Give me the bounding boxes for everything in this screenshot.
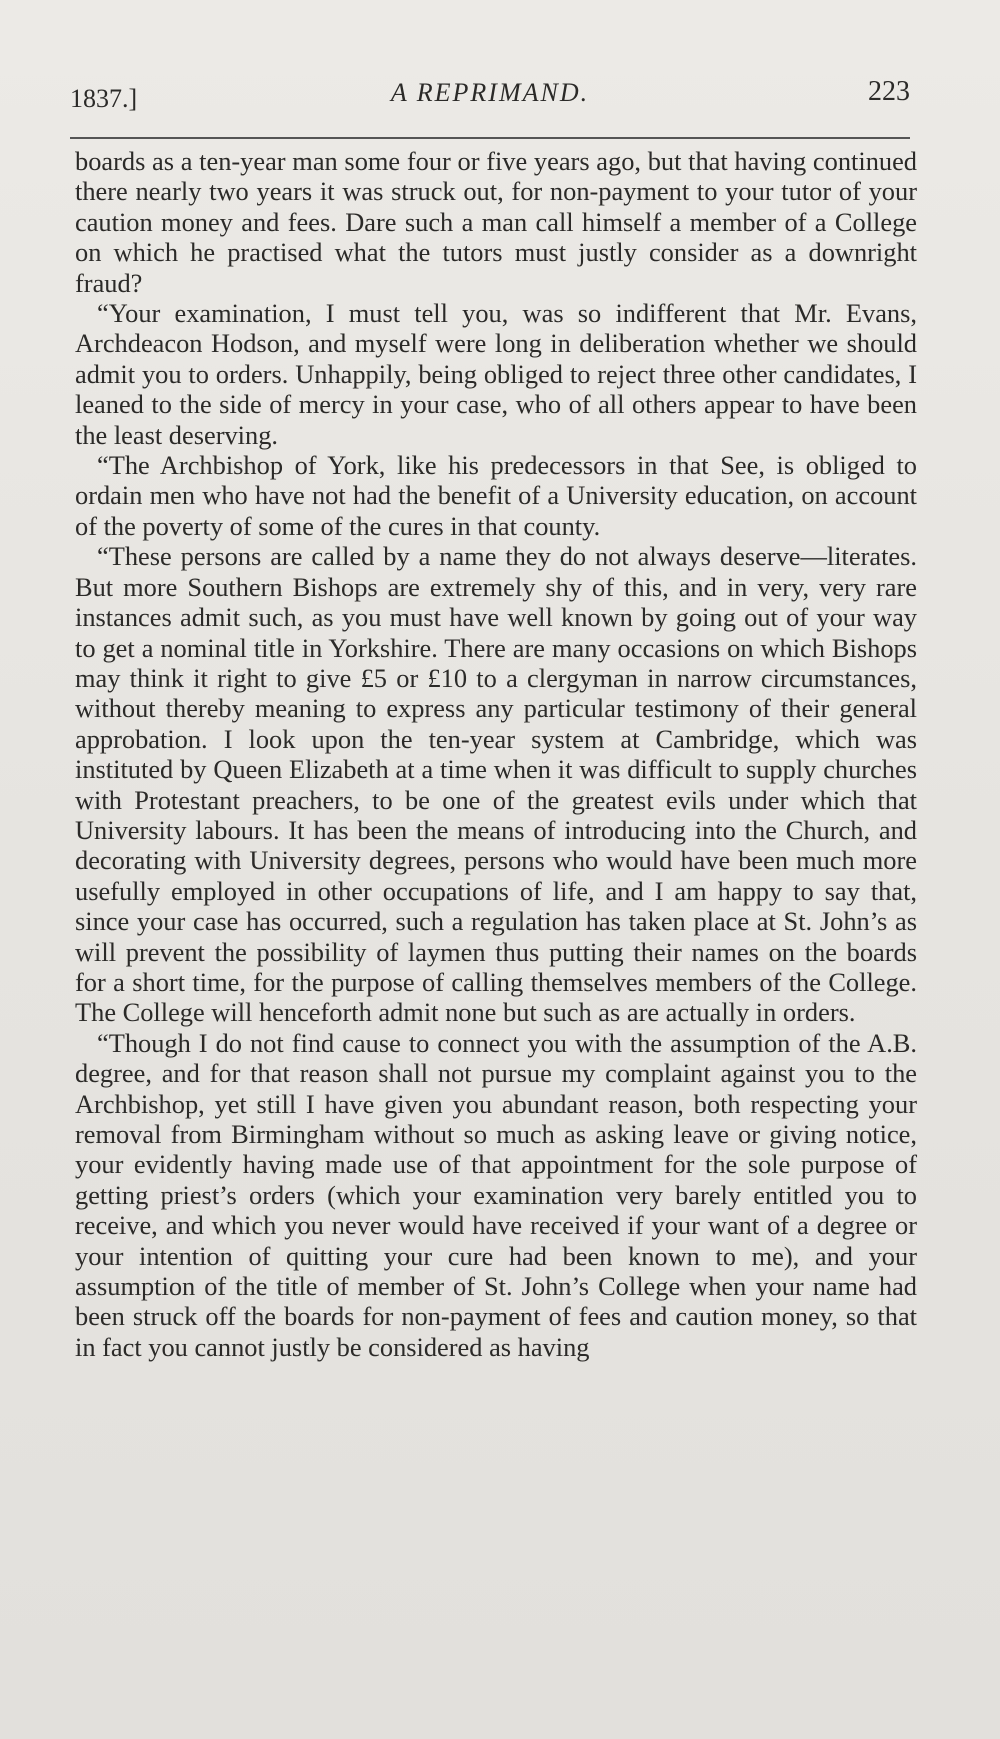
paragraph-complaint: “Though I do not find cause to connect you with the assumption of the A.B. degree, and for that reason shall not pursue my complaint against you to the Archbishop, yet still I have given you abundant reason, both respecting your removal from Birmingham without so much as asking leave or giving notice, your evidently having made use of that appointment for the sole purpose of getting priest’s orders (which your examination very barely entitled you to receive, and which you never would have received if your want of a degree or your intention of quitting your cure had been known to me), and your assumption of the title of member of St. John’s College when your name had been struck off the boards for non-payment of fees and caution money, so that in fact you cannot justly be considered as having [75, 1027, 917, 1362]
page-number: 223 [868, 76, 910, 107]
header-rule [70, 137, 910, 139]
running-head [70, 76, 910, 116]
running-head-year: 1837.] [70, 84, 138, 113]
paragraph-examination: “Your examination, I must tell you, was so indifferent that Mr. Evans, Archdeacon Hodson, and myself were long in deliberation whether we should admit you to orders. Unhappily, being obliged to reject three other candidates, I leaned to the side of mercy in your case, who of all others appear to have been the least deserving. [75, 298, 917, 450]
paragraph-continuation: boards as a ten-year man some four or five years ago, but that having continued there nearly two years it was struck out, for non-payment to your tutor of your caution money and fees. Dare such a man call himself a member of a College on which he practised what the tutors must justly consider as a downright fraud? [75, 146, 917, 298]
paragraph-literates: “These persons are called by a name they do not always deserve—literates. But more Southern Bishops are extremely shy of this, and in very, very rare instances admit such, as you must have well known by going out of your way to get a nominal title in Yorkshire. There are many occasions on which Bishops may think it right to give £5 or £10 to a clergyman in narrow circumstances, without thereby meaning to express any particular testimony of their general approbation. I look upon the ten-year system at Cambridge, which was instituted by Queen Elizabeth at a time when it was difficult to supply churches with Protestant preachers, to be one of the greatest evils under which that University labours. It has been the means of introducing into the Church, and decorating with University degrees, persons who would have been much more usefully employed in other occupations of life, and I am happy to say that, since your case has occurred, such a regulation has taken place at St. John’s as will prevent the possibility of laymen thus putting their names on the boards for a short time, for the purpose of calling themselves members of the College. The College will henceforth admit none but such as are actually in orders. [75, 541, 917, 1028]
running-head-title: A REPRIMAND. [390, 78, 590, 107]
body-text [75, 146, 917, 1362]
paragraph-archbishop: “The Archbishop of York, like his predecessors in that See, is obliged to ordain men who have not had the benefit of a University education, on account of the poverty of some of the cures in that county. [75, 450, 917, 541]
